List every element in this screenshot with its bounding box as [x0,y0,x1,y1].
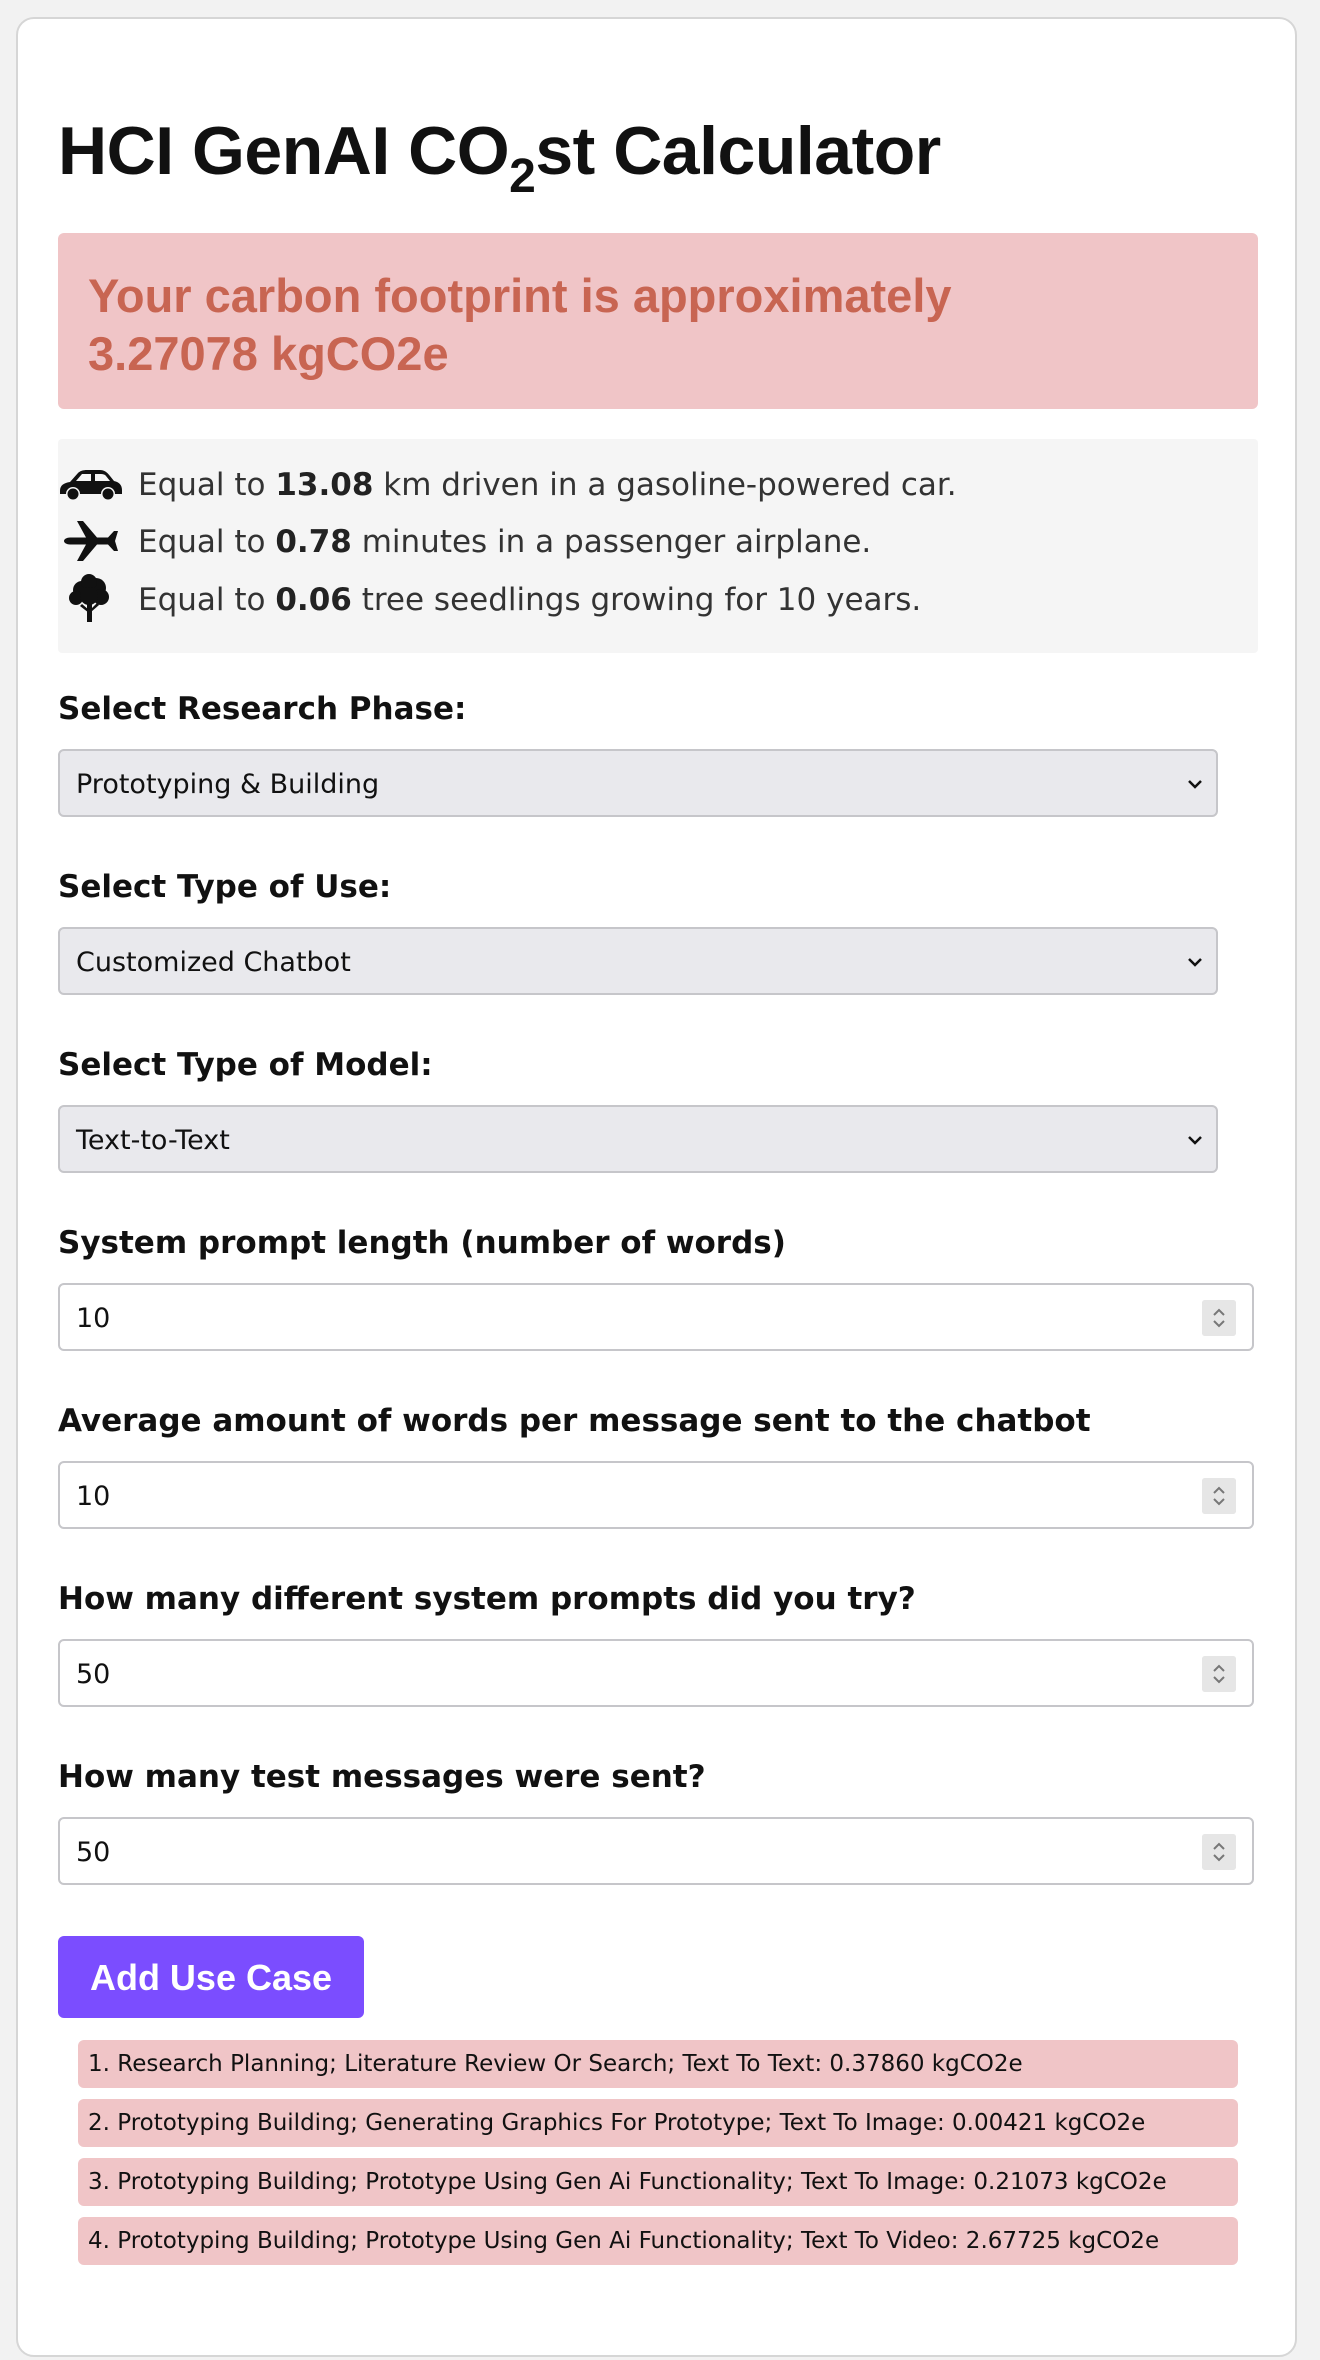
chevron-down-icon [1184,773,1206,795]
words-per-message-input[interactable] [58,1461,1254,1529]
prompt-length-input[interactable] [58,1283,1254,1351]
prompts-tried-value: 50 [76,1659,111,1690]
research-phase-select[interactable] [58,749,1218,817]
use-type-label: Select Type of Use: [58,869,392,905]
chevron-down-icon [1184,1129,1206,1151]
carbon-result-text: Your carbon footprint is approximately 3.27078 kgCO2e [88,267,1188,383]
use-case-item: 4. Prototyping Building; Prototype Using Gen Ai Functionality; Text To Video: 2.67725 kgCO2e [78,2217,1238,2265]
chevron-down-icon [1184,951,1206,973]
use-case-item: 1. Research Planning; Literature Review Or Search; Text To Text: 0.37860 kgCO2e [78,2040,1238,2088]
equivalent-car [58,459,1258,509]
tree-icon [58,574,122,624]
number-stepper-icon[interactable] [1202,1300,1236,1336]
number-stepper-icon[interactable] [1202,1834,1236,1870]
number-stepper-icon[interactable] [1202,1478,1236,1514]
carbon-result-value: 3.27078 kgCO2e [88,327,449,380]
test-messages-value: 50 [76,1837,111,1868]
test-messages-input[interactable] [58,1817,1254,1885]
equivalent-car-text: Equal to 13.08 km driven in a gasoline-powered car. [138,467,957,503]
number-stepper-icon[interactable] [1202,1656,1236,1692]
test-messages-label: How many test messages were sent? [58,1759,706,1795]
research-phase-label: Select Research Phase: [58,691,467,727]
page-title: HCI GenAI $CO_2st$ Calculator [58,113,941,203]
use-case-item: 3. Prototyping Building; Prototype Using Gen Ai Functionality; Text To Image: 0.21073 kgCO2e [78,2158,1238,2206]
words-per-message-label: Average amount of words per message sent to the chatbot [58,1403,1091,1439]
research-phase-value: Prototyping & Building [76,769,380,800]
equivalent-tree-text: Equal to 0.06 tree seedlings growing for 10 years. [138,582,922,618]
airplane-icon [58,516,122,566]
prompt-length-label: System prompt length (number of words) [58,1225,786,1261]
equivalent-tree [58,574,1258,624]
calculator-card [16,17,1297,2357]
model-type-label: Select Type of Model: [58,1047,433,1083]
model-type-select[interactable] [58,1105,1218,1173]
use-type-select[interactable] [58,927,1218,995]
prompt-length-value: 10 [76,1303,111,1334]
prompts-tried-input[interactable] [58,1639,1254,1707]
use-type-value: Customized Chatbot [76,947,351,978]
equivalents-panel [58,439,1258,653]
car-icon [58,459,122,509]
words-per-message-value: 10 [76,1481,111,1512]
add-use-case-button[interactable]: Add Use Case [58,1936,364,2018]
equivalent-airplane-text: Equal to 0.78 minutes in a passenger airplane. [138,524,872,560]
equivalent-airplane [58,516,1258,566]
use-case-item: 2. Prototyping Building; Generating Graphics For Prototype; Text To Image: 0.00421 kgCO2e [78,2099,1238,2147]
prompts-tried-label: How many different system prompts did you try? [58,1581,916,1617]
carbon-result-banner [58,233,1258,409]
model-type-value: Text-to-Text [76,1125,230,1156]
